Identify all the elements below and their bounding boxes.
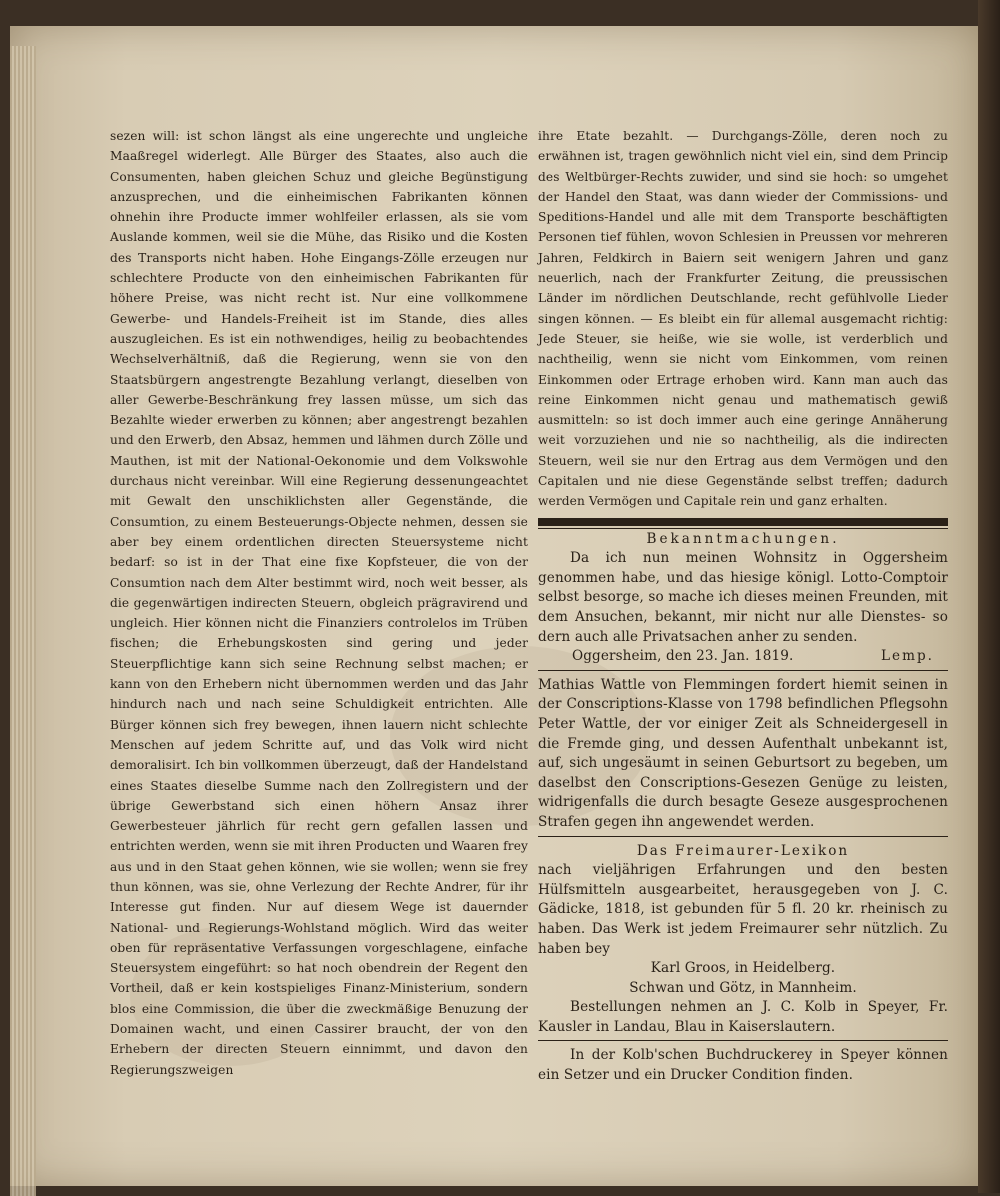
right-column — [538, 126, 948, 1086]
page-edges — [10, 46, 36, 1196]
notice-lotto-signature: Lemp. — [881, 648, 934, 665]
notice-conscription-text: Mathias Wattle von Flemmingen fordert hiemit seinen in der Conscriptions-Klasse von 1798 befindlichen Pflegsohn Peter Wattle, der vor einiger Zeit als Schneidergesell in die Fremde ging, und dessen Aufenthalt unbekannt ist, auf, sich ungesäumt in seinen Geburtsort zu begeben, um daselbst den Conscriptions-Gesezen Genüge zu leisten, widrigenfalls die durch besagte Geseze ausgesprochenen Strafen gegen ihn angewendet werden. — [538, 676, 948, 830]
left-column — [110, 126, 528, 1080]
left-column-text: sezen will: ist schon längst als eine ungerechte und ungleiche Maaßregel widerlegt. Alle Bürger des Staates, also auch die Consumenten, haben gleichen Schuz und gleiche Begünstigung anzusprechen, und die einheimischen Fabrikanten können ohnehin ihre Producte immer wohlfeiler erlassen, als sie vom Auslande kommen, weil sie die Mühe, das Risiko und die Kosten des Transports nicht haben. Hohe Eingangs-Zölle erzeugen nur schlechtere Producte von den einheimischen Fabrikanten für höhere Preise, was nicht recht ist. Nur eine vollkommene Gewerbe- und Handels-Freiheit ist im Stande, dies alles auszugleichen. Es ist ein nothwendiges, heilig zu beobachtendes Wechselverhältniß, daß die Regierung, wenn sie von den Staatsbürgern angestrengte Bezahlung verlangt, dieselben von aller Gewerbe-Beschränkung frey lassen müsse, um sich das Bezahlte wieder erwerben zu können; aber angestrengt bezahlen und den Erwerb, den Absaz, hemmen und lähmen durch Zölle und Mauthen, ist mit der National-Oekonomie und dem Volkswohle durchaus nicht vereinbar. Will eine Regierung dessenungeachtet mit Gewalt den unschiklichsten aller Gegenstände, die Consumtion, zu einem Besteuerungs-Objecte nehmen, dessen sie aber bey einem ordentlichen directen Steuersysteme nicht bedarf: so ist in der That eine fixe Kopfsteuer, die von der Consumtion nach dem Alter bestimmt wird, noch weit besser, als die gegenwärtigen indirecten Steuern, obgleich prägravirend und ungleich. Hier können nicht die Finanziers controlelos im Trüben fischen; die Erhebungskosten sind gering und jeder Steuerpflichtige kann sich seine Rechnung selbst machen; er kann von den Erhebern nicht übernommen werden und das Jahr hindurch nach und nach seine Schuldigkeit entrichten. Alle Bürger können sich frey bewegen, ihnen lauern nicht schlechte Menschen auf jedem Schritte auf, und das Volk wird nicht demoralisirt. Ich bin vollkommen überzeugt, daß der Handelstand eines Staates dieselbe Summe nach den Zollregistern und der übrige Gewerbstand sich einen höhern Ansaz ihrer Gewerbesteuer jährlich für recht gern gefallen lassen und entrichten werden, wenn sie mit ihren Producten und Waaren frey aus und in den Staat gehen können, wie sie wollen; wenn sie frey thun können, was sie, ohne Verlezung der Rechte Andrer, für ihr Interesse gut finden. Nur auf diesem Wege ist dauernder National- und Regierungs-Wohlstand möglich. Wird das weiter oben für repräsentative Verfassungen vorgeschlagene, einfache Steuersystem eingeführt: so hat noch obendrein der Regent den Vortheil, daß er kein kostspieliges Finanz-Ministerium, sondern blos eine Commission, die über die zweckmäßige Benuzung der Domainen wacht, und einen Cassirer braucht, der von den Erhebern der directen Steuern einnimmt, und davon den Regierungszweigen — [110, 129, 529, 1077]
notice-lexikon-orders: Bestellungen nehmen an J. C. Kolb in Speyer, Fr. Kausler in Landau, Blau in Kaiserslautern. — [538, 999, 948, 1035]
notice-lotto-date: Oggersheim, den 23. Jan. 1819. — [572, 648, 794, 665]
right-column-text: ihre Etate bezahlt. — Durchgangs-Zölle, deren noch zu erwähnen ist, tragen gewöhnlich nicht viel ein, sind dem Princip des Weltbürger-Rechts zuwider, und sind sie hoch: so umgehet der Handel den Staat, was dann wieder der Commissions- und Speditions-Handel und alle mit dem Transporte beschäftigten Personen tief fühlen, wovon Schlesien in Preussen vor mehreren Jahren, Feldkirch in Baiern seit wenigern Jahren und ganz neuerlich, nach der Frankfurter Zeitung, die preussischen Länder im nördlichen Deutschlande, recht gefühlvolle Lieder singen können. — Es bleibt ein für allemal ausgemacht richtig: Jede Steuer, sie heiße, wie sie wolle, ist verderblich und nachtheilig, wenn sie nicht vom Einkommen, vom reinen Einkommen oder Ertrage erhoben wird. Kann man auch das reine Einkommen nicht genau und mathematisch gewiß ausmitteln: so ist doch immer auch eine geringe Annäherung weit vorzuziehen und nie so nachtheilig, als die indirecten Steuern, weil sie nur den Ertrag aus dem Vermögen und den Capitalen und nie diese Gegenstände selbst treffen; dadurch werden Vermögen und Capitale rein und ganz erhalten. — [538, 129, 948, 509]
section-divider — [538, 518, 948, 526]
notice-lexikon-seller-2: Schwan und Götz, in Mannheim. — [629, 979, 857, 996]
announcements-heading: Bekanntmachungen. — [646, 530, 840, 547]
notice-lexikon-seller-1: Karl Groos, in Heidelberg. — [650, 960, 836, 977]
notice-printer-text: In der Kolb'schen Buchdruckerey in Speyer können ein Setzer und ein Drucker Condition finden. — [538, 1047, 948, 1084]
notice-lotto-text: Da ich nun meinen Wohnsitz in Oggersheim genommen habe, und das hiesige königl. Lotto-Comptoir selbst besorge, so mache ich dieses meinen Freunden, mit dem Ansuchen, bekannt, mir nicht nur alle Dienstes- so dern auch alle Privatsachen anher zu senden. — [538, 550, 948, 645]
notice-divider — [538, 836, 948, 837]
notice-divider — [538, 1040, 948, 1041]
notice-divider — [538, 670, 948, 671]
notice-lexikon-text: nach vieljährigen Erfahrungen und den besten Hülfsmitteln ausgearbeitet, herausgegeben von J. C. Gädicke, 1818, ist gebunden für 5 fl. 20 kr. rheinisch zu haben. Das Werk ist jedem Freimaurer sehr nützlich. Zu haben bey — [538, 862, 948, 957]
notice-lexikon-title: Das Freimaurer-Lexikon — [636, 842, 850, 859]
notice-lotto-signoff — [538, 647, 948, 667]
book-binding — [978, 0, 1000, 1193]
announcements-section — [538, 530, 948, 1086]
